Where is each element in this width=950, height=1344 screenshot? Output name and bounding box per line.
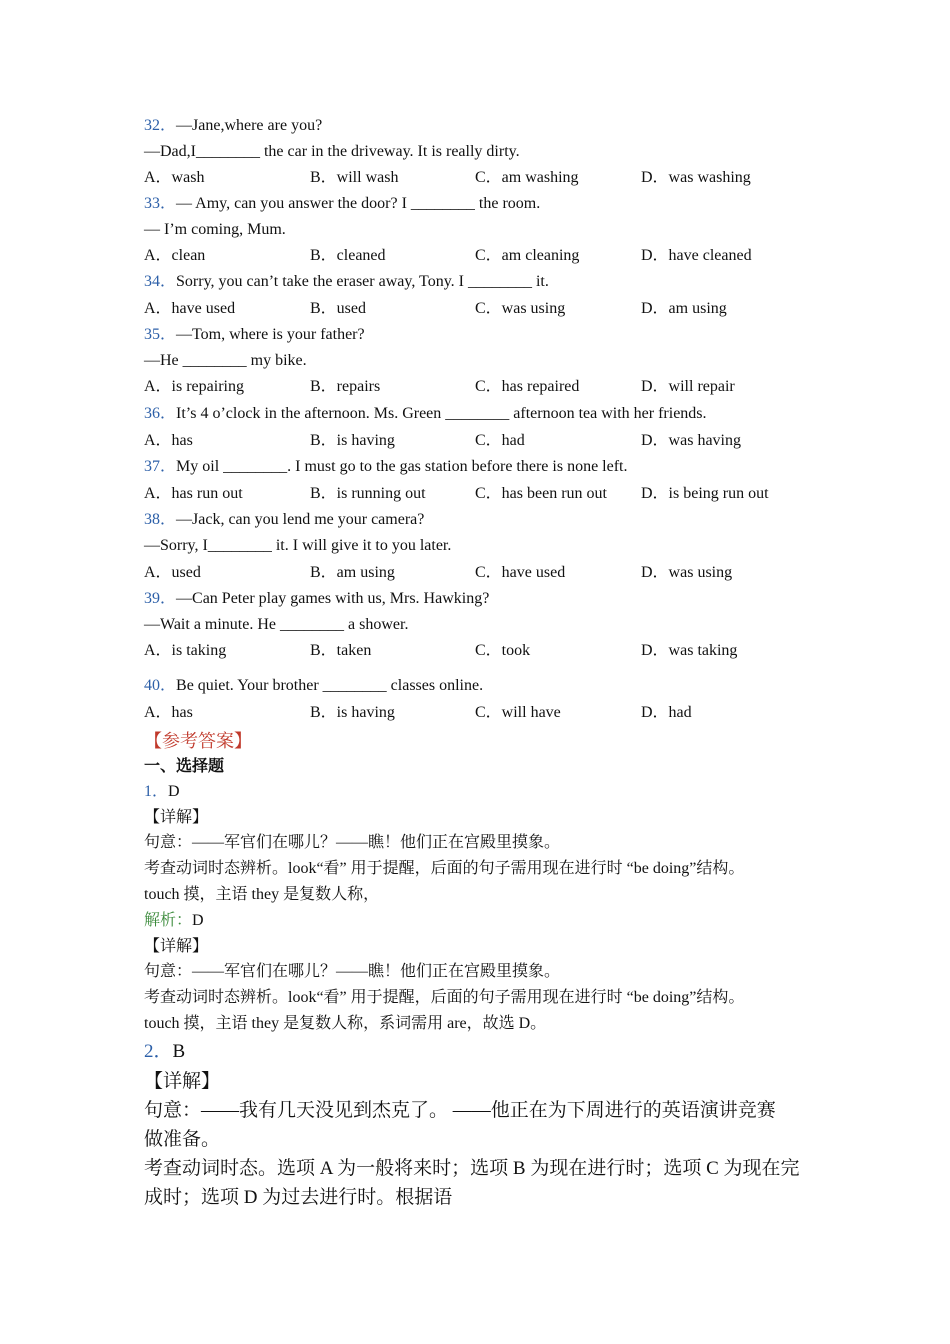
explanation-line: 句意：——军官们在哪儿？——瞧！他们正在宫殿里摸象。	[144, 834, 561, 851]
option-d[interactable]: D．was washing	[641, 169, 751, 186]
question-38-stem: 38．—Jack, can you lend me your camera?	[144, 511, 425, 528]
answer-key-header: 【参考答案】	[144, 731, 252, 751]
question-39-options	[144, 641, 824, 661]
question-number: 32	[144, 117, 160, 134]
option-a[interactable]: A．is taking	[144, 642, 227, 659]
option-d[interactable]: D．was taking	[641, 642, 738, 659]
option-c[interactable]: C．had	[475, 432, 525, 449]
jiexi-label: 解析：	[144, 912, 193, 929]
explanation-line: 句意：——我有几天没见到杰克了。 ——他正在为下周进行的英语演讲竞赛	[144, 1100, 776, 1121]
option-d[interactable]: D．had	[641, 704, 692, 721]
option-b[interactable]: B．used	[310, 300, 367, 317]
question-33-stem: 33．— Amy, can you answer the door? I ________ the room.	[144, 195, 541, 212]
question-number: 34	[144, 273, 160, 290]
question-number: 33	[144, 195, 160, 212]
option-a[interactable]: A．has	[144, 704, 193, 721]
jiexi-value: D	[192, 912, 204, 929]
question-37-options	[144, 484, 824, 504]
option-c[interactable]: C．am washing	[475, 169, 579, 186]
option-b[interactable]: B．repairs	[310, 378, 381, 395]
answer-value: B	[172, 1041, 186, 1062]
explanation-line: 成时；选项 D 为过去进行时。根据语	[144, 1187, 453, 1208]
explanation-line: 考查动词时态。选项 A 为一般将来时；选项 B 为现在进行时；选项 C 为现在完	[144, 1158, 800, 1179]
question-number: 38	[144, 511, 160, 528]
option-c[interactable]: C．am cleaning	[475, 247, 580, 264]
option-d[interactable]: D．am using	[641, 300, 727, 317]
option-d[interactable]: D．was using	[641, 564, 733, 581]
question-32-line2: —Dad,I________ the car in the driveway. It is really dirty.	[144, 143, 520, 160]
question-35-line2: —He ________ my bike.	[144, 352, 307, 369]
detail-label: 【详解】	[144, 809, 209, 826]
explanation-line: 做准备。	[144, 1129, 221, 1150]
question-33-options	[144, 246, 824, 266]
option-b[interactable]: B．is having	[310, 432, 395, 449]
option-a[interactable]: A．used	[144, 564, 201, 581]
explanation-line: touch 摸，主语 they 是复数人称，系词需用 are，故选 D。	[144, 1015, 547, 1032]
option-a[interactable]: A．have used	[144, 300, 236, 317]
option-d[interactable]: D．have cleaned	[641, 247, 752, 264]
question-34-options	[144, 299, 824, 319]
answer-value: D	[168, 783, 180, 800]
jiexi-line	[144, 911, 204, 931]
question-32-options	[144, 168, 824, 188]
question-number: 39	[144, 590, 160, 607]
question-number: 40	[144, 677, 160, 694]
detail-label: 【详解】	[144, 938, 209, 955]
option-b[interactable]: B．is having	[310, 704, 395, 721]
question-36-stem: 36．It’s 4 o’clock in the afternoon. Ms. Green ________ afternoon tea with her friends.	[144, 405, 707, 422]
question-37-stem: 37．My oil ________. I must go to the gas station before there is none left.	[144, 458, 628, 475]
question-number: 37	[144, 458, 160, 475]
option-b[interactable]: B．taken	[310, 642, 372, 659]
answer-2: 2．B	[144, 1041, 186, 1062]
option-b[interactable]: B．am using	[310, 564, 395, 581]
option-a[interactable]: A．wash	[144, 169, 205, 186]
question-40-stem: 40．Be quiet. Your brother ________ classes online.	[144, 677, 484, 694]
option-d[interactable]: D．will repair	[641, 378, 735, 395]
option-b[interactable]: B．will wash	[310, 169, 399, 186]
option-a[interactable]: A．has run out	[144, 485, 243, 502]
question-32-stem: 32．—Jane,where are you?	[144, 117, 323, 134]
answer-1: 1．D	[144, 783, 180, 800]
option-c[interactable]: C．will have	[475, 704, 561, 721]
explanation-line: 考查动词时态辨析。look“看” 用于提醒，后面的句子需用现在进行时 “be doing”结构。	[144, 860, 745, 877]
question-number: 36	[144, 405, 160, 422]
question-40-options	[144, 703, 824, 723]
question-35-options	[144, 377, 824, 397]
explanation-line: 句意：——军官们在哪儿？——瞧！他们正在宫殿里摸象。	[144, 963, 561, 980]
option-d[interactable]: D．is being run out	[641, 485, 769, 502]
explanation-line: 考查动词时态辨析。look“看” 用于提醒，后面的句子需用现在进行时 “be doing”结构。	[144, 989, 745, 1006]
question-39-stem: 39．—Can Peter play games with us, Mrs. Hawking?	[144, 590, 490, 607]
option-a[interactable]: A．has	[144, 432, 193, 449]
option-c[interactable]: C．have used	[475, 564, 566, 581]
option-b[interactable]: B．cleaned	[310, 247, 386, 264]
option-a[interactable]: A．clean	[144, 247, 206, 264]
question-35-stem: 35．—Tom, where is your father?	[144, 326, 365, 343]
option-b[interactable]: B．is running out	[310, 485, 426, 502]
question-38-options	[144, 563, 824, 583]
option-c[interactable]: C．has been run out	[475, 485, 607, 502]
question-number: 35	[144, 326, 160, 343]
question-39-line2: —Wait a minute. He ________ a shower.	[144, 616, 409, 633]
detail-label: 【详解】	[144, 1071, 221, 1092]
question-34-stem: 34．Sorry, you can’t take the eraser away, Tony. I ________ it.	[144, 273, 549, 290]
explanation-line: touch 摸，主语 they 是复数人称，	[144, 886, 380, 903]
option-a[interactable]: A．is repairing	[144, 378, 244, 395]
question-36-options	[144, 431, 824, 451]
option-d[interactable]: D．was having	[641, 432, 741, 449]
section-title: 一、选择题	[144, 758, 225, 775]
option-c[interactable]: C．has repaired	[475, 378, 580, 395]
question-33-line2: — I’m coming, Mum.	[144, 221, 286, 238]
option-c[interactable]: C．took	[475, 642, 531, 659]
option-c[interactable]: C．was using	[475, 300, 566, 317]
question-38-line2: —Sorry, I________ it. I will give it to you later.	[144, 537, 452, 554]
